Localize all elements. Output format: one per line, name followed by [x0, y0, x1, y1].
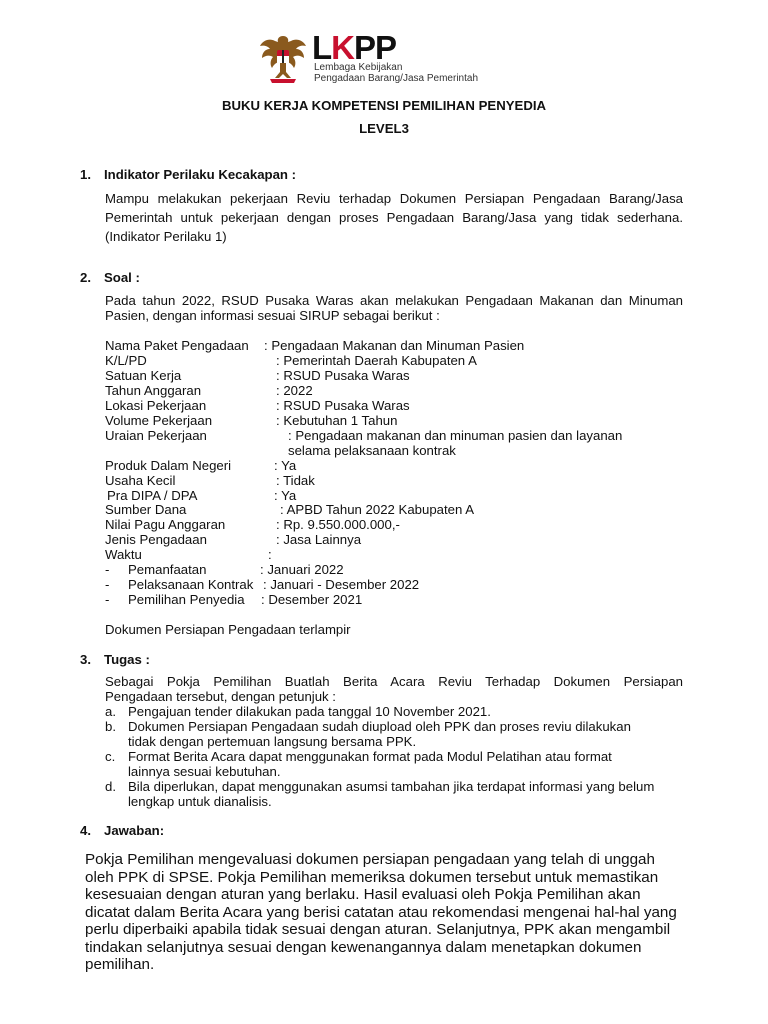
- list-item-text-continued: lengkap untuk dianalisis.: [128, 794, 272, 809]
- section-2-intro-line: Pasien, dengan informasi sesuai SIRUP sebagai berikut :: [105, 308, 440, 323]
- section-4-heading: 4. Jawaban:: [80, 823, 165, 838]
- schedule-label: Pelaksanaan Kontrak: [128, 577, 254, 592]
- field-value: :: [268, 547, 272, 562]
- field-value: : Jasa Lainnya: [276, 532, 362, 547]
- field-value-continued: selama pelaksanaan kontrak: [288, 443, 456, 458]
- document-title: BUKU KERJA KOMPETENSI PEMILIHAN PENYEDIA: [221, 98, 547, 113]
- section-1-text-line: Pemerintah untuk pekerjaan dengan proses Pengadaan Barang/Jasa yang tidak sederhana.: [105, 210, 683, 225]
- field-label: Uraian Pekerjaan: [105, 428, 207, 443]
- schedule-dash: -: [105, 577, 110, 592]
- garuda-emblem-icon: [258, 32, 308, 84]
- logo-wordmark: LKPP: [312, 29, 397, 66]
- answer-line: Pokja Pemilihan mengevaluasi dokumen persiapan pengadaan yang telah di unggah: [85, 851, 655, 868]
- attachment-note: Dokumen Persiapan Pengadaan terlampir: [105, 622, 351, 637]
- field-label: Usaha Kecil: [105, 473, 176, 488]
- field-label: Satuan Kerja: [105, 368, 182, 383]
- field-label: Jenis Pengadaan: [105, 532, 207, 547]
- field-label: Waktu: [105, 547, 142, 562]
- document-level: LEVEL3: [359, 121, 409, 136]
- list-item-text: Format Berita Acara dapat menggunakan format pada Modul Pelatihan atau format: [128, 749, 612, 764]
- field-value: : RSUD Pusaka Waras: [276, 398, 410, 413]
- answer-line: kesesuaian dengan aturan yang berlaku. Hasil evaluasi oleh Pokja Pemilihan akan: [85, 886, 641, 903]
- schedule-value: : Januari 2022: [260, 562, 344, 577]
- field-label: Volume Pekerjaan: [105, 413, 213, 428]
- field-value: : 2022: [276, 383, 313, 398]
- field-label: Sumber Dana: [105, 502, 187, 517]
- field-value: : Ya: [274, 458, 297, 473]
- schedule-dash: -: [105, 592, 110, 607]
- list-item-marker: d.: [105, 779, 116, 794]
- field-value: : RSUD Pusaka Waras: [276, 368, 410, 383]
- answer-line: pemilihan.: [85, 956, 155, 973]
- list-item-marker: a.: [105, 704, 116, 719]
- schedule-label: Pemanfaatan: [128, 562, 207, 577]
- answer-line: perlu diperbaiki apabila tidak sesuai dengan aturan. Selanjutnya, PPK akan mengambil: [85, 921, 671, 938]
- field-label: K/L/PD: [105, 353, 147, 368]
- schedule-value: : Januari - Desember 2022: [263, 577, 420, 592]
- field-value: : Pemerintah Daerah Kabupaten A: [276, 353, 477, 368]
- field-label: Produk Dalam Negeri: [105, 458, 232, 473]
- list-item-text-continued: lainnya sesuai kebutuhan.: [128, 764, 281, 779]
- field-label: Pra DIPA / DPA: [107, 488, 198, 503]
- field-label: Nilai Pagu Anggaran: [105, 517, 226, 532]
- section-3-heading: 3. Tugas :: [80, 652, 150, 667]
- section-3-intro-line: Sebagai Pokja Pemilihan Buatlah Berita Acara Reviu Terhadap Dokumen Persiapan: [105, 674, 683, 689]
- list-item-text-continued: tidak dengan pertemuan langsung bersama PPK.: [128, 734, 417, 749]
- answer-line: dicatat dalam Berita Acara yang berisi catatan atau rekomendasi mengenai hal-hal yang: [85, 903, 677, 921]
- lkpp-logo: [258, 30, 478, 86]
- answer-line: tindakan selanjutnya sesuai dengan kewenangannya dalam menetapkan dokumen: [85, 938, 642, 956]
- list-item-marker: c.: [105, 749, 116, 764]
- field-value: : Tidak: [276, 473, 315, 488]
- field-value: : APBD Tahun 2022 Kabupaten A: [280, 502, 475, 517]
- section-2-intro-line: Pada tahun 2022, RSUD Pusaka Waras akan melakukan Pengadaan Makanan dan Minuman: [105, 293, 683, 308]
- list-item-text: Bila diperlukan, dapat menggunakan asumsi tambahan jika terdapat informasi yang belum: [128, 779, 655, 794]
- section-2-heading: 2. Soal :: [80, 270, 140, 285]
- schedule-label: Pemilihan Penyedia: [128, 592, 245, 607]
- section-3-intro-line: Pengadaan tersebut, dengan petunjuk :: [105, 689, 336, 704]
- field-value: : Ya: [274, 488, 297, 503]
- schedule-value: : Desember 2021: [261, 592, 363, 607]
- section-1-text-line: (Indikator Perilaku 1): [105, 229, 227, 244]
- list-item-text: Dokumen Persiapan Pengadaan sudah diupload oleh PPK dan proses reviu dilakukan: [128, 719, 631, 734]
- answer-text: [85, 851, 685, 974]
- list-item-text: Pengajuan tender dilakukan pada tanggal 10 November 2021.: [128, 704, 491, 719]
- field-label: Nama Paket Pengadaan: [105, 338, 249, 353]
- schedule-dash: -: [105, 562, 110, 577]
- section-1-heading: 1. Indikator Perilaku Kecakapan :: [80, 167, 297, 182]
- field-value: : Kebutuhan 1 Tahun: [276, 413, 398, 428]
- field-value: : Rp. 9.550.000.000,-: [276, 517, 400, 532]
- field-label: Tahun Anggaran: [105, 383, 202, 398]
- list-item-marker: b.: [105, 719, 116, 734]
- logo-tagline: Lembaga Kebijakan Pengadaan Barang/Jasa Pemerintah: [314, 62, 479, 84]
- field-value: : Pengadaan makanan dan minuman pasien dan layanan: [288, 428, 623, 443]
- answer-line: oleh PPK di SPSE. Pokja Pemilihan memeriksa dokumen tersebut untuk memastikan: [85, 868, 659, 886]
- field-label: Lokasi Pekerjaan: [105, 398, 207, 413]
- section-1-text-line: Mampu melakukan pekerjaan Reviu terhadap Dokumen Persiapan Pengadaan Barang/Jasa: [105, 191, 683, 206]
- field-value: : Pengadaan Makanan dan Minuman Pasien: [264, 338, 525, 353]
